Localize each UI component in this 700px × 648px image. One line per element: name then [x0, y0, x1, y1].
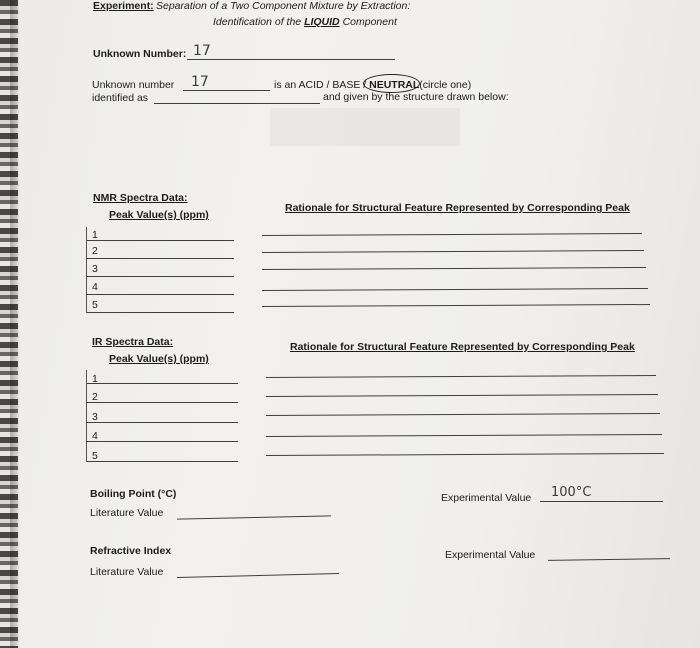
ir-rationale-header: Rationale for Structural Feature Represented by Corresponding Peak: [290, 341, 635, 353]
nmr-row-3-number: 3: [92, 263, 98, 275]
ir-title: IR Spectra Data:: [92, 336, 174, 348]
unknown-line1-value: 17: [191, 74, 209, 90]
nmr-rationale-line-2: [262, 250, 644, 253]
ir-peak-line-3: [86, 422, 238, 423]
ir-peak-line-4: [86, 441, 238, 442]
identified-as-label: identified as: [92, 92, 149, 104]
structure-prompt: and given by the structure drawn below:: [323, 91, 509, 103]
bleed-through-smudge: [270, 108, 460, 146]
nmr-rationale-line-5: [262, 304, 650, 307]
nmr-peak-line-2: [86, 258, 234, 259]
ir-rationale-line-1: [266, 375, 656, 378]
nmr-peak-line-1: [86, 240, 234, 241]
nmr-peak-line-5: [86, 312, 234, 313]
ir-row-4-number: 4: [92, 430, 98, 442]
ir-peak-line-1: [86, 383, 238, 384]
ir-row-margin: [86, 370, 87, 462]
nmr-row-4-number: 4: [92, 281, 98, 293]
boiling-point-title: Boiling Point (°C): [90, 488, 177, 500]
boiling-experimental-line: [540, 501, 663, 502]
nmr-rationale-header: Rationale for Structural Feature Represented by Corresponding Peak: [285, 202, 630, 214]
boiling-literature-line: [177, 515, 331, 519]
nmr-title: NMR Spectra Data:: [93, 192, 188, 204]
nmr-row-5-number: 5: [92, 299, 98, 311]
unknown-number-label: Unknown Number:: [93, 48, 187, 60]
unknown-line1-label: Unknown number: [92, 79, 175, 91]
neutral-choice: NEUTRAL: [369, 79, 420, 91]
ir-rationale-line-5: [266, 453, 664, 456]
ir-peak-line-5: [86, 461, 238, 462]
nmr-rationale-line-4: [262, 288, 648, 291]
ir-peak-line-2: [86, 402, 238, 403]
nmr-peak-line-3: [86, 276, 234, 277]
boiling-literature-label: Literature Value: [90, 507, 164, 519]
boiling-experimental-label: Experimental Value: [441, 492, 532, 504]
spiral-binding: [0, 0, 18, 648]
liquid-emphasis: LIQUID: [304, 16, 340, 28]
ir-row-5-number: 5: [92, 450, 98, 462]
ir-row-2-number: 2: [92, 391, 98, 403]
refractive-literature-line: [177, 573, 339, 578]
boiling-experimental-value: 100°C: [551, 485, 592, 500]
experiment-subtitle: Identification of the LIQUID Component: [213, 16, 397, 28]
experiment-title: Separation of a Two Component Mixture by Extraction:: [156, 0, 411, 12]
nmr-row-2-number: 2: [92, 245, 98, 257]
nmr-peak-line-4: [86, 294, 234, 295]
refractive-index-title: Refractive Index: [90, 545, 172, 557]
ir-rationale-line-2: [266, 394, 658, 397]
ir-row-3-number: 3: [92, 411, 98, 423]
nmr-row-margin: [86, 227, 87, 313]
identified-as-line: [154, 103, 320, 104]
ir-row-1-number: 1: [92, 373, 98, 385]
refractive-literature-label: Literature Value: [90, 566, 164, 578]
ir-peak-header: Peak Value(s) (ppm): [109, 353, 209, 365]
nmr-rationale-line-3: [262, 267, 646, 270]
unknown-line1-underline: [183, 90, 270, 91]
refractive-experimental-label: Experimental Value: [445, 549, 536, 561]
refractive-experimental-line: [548, 558, 670, 561]
unknown-number-line: [187, 59, 395, 60]
nmr-row-1-number: 1: [92, 229, 98, 241]
acid-base-neutral-prompt: is an ACID / BASE / NEUTRAL(circle one): [274, 79, 472, 91]
ir-rationale-line-4: [266, 434, 662, 437]
ir-rationale-line-3: [266, 413, 660, 416]
unknown-number-value: 17: [193, 43, 211, 59]
experiment-label: Experiment:: [93, 0, 154, 12]
nmr-peak-header: Peak Value(s) (ppm): [109, 209, 209, 221]
nmr-rationale-line-1: [262, 233, 642, 236]
